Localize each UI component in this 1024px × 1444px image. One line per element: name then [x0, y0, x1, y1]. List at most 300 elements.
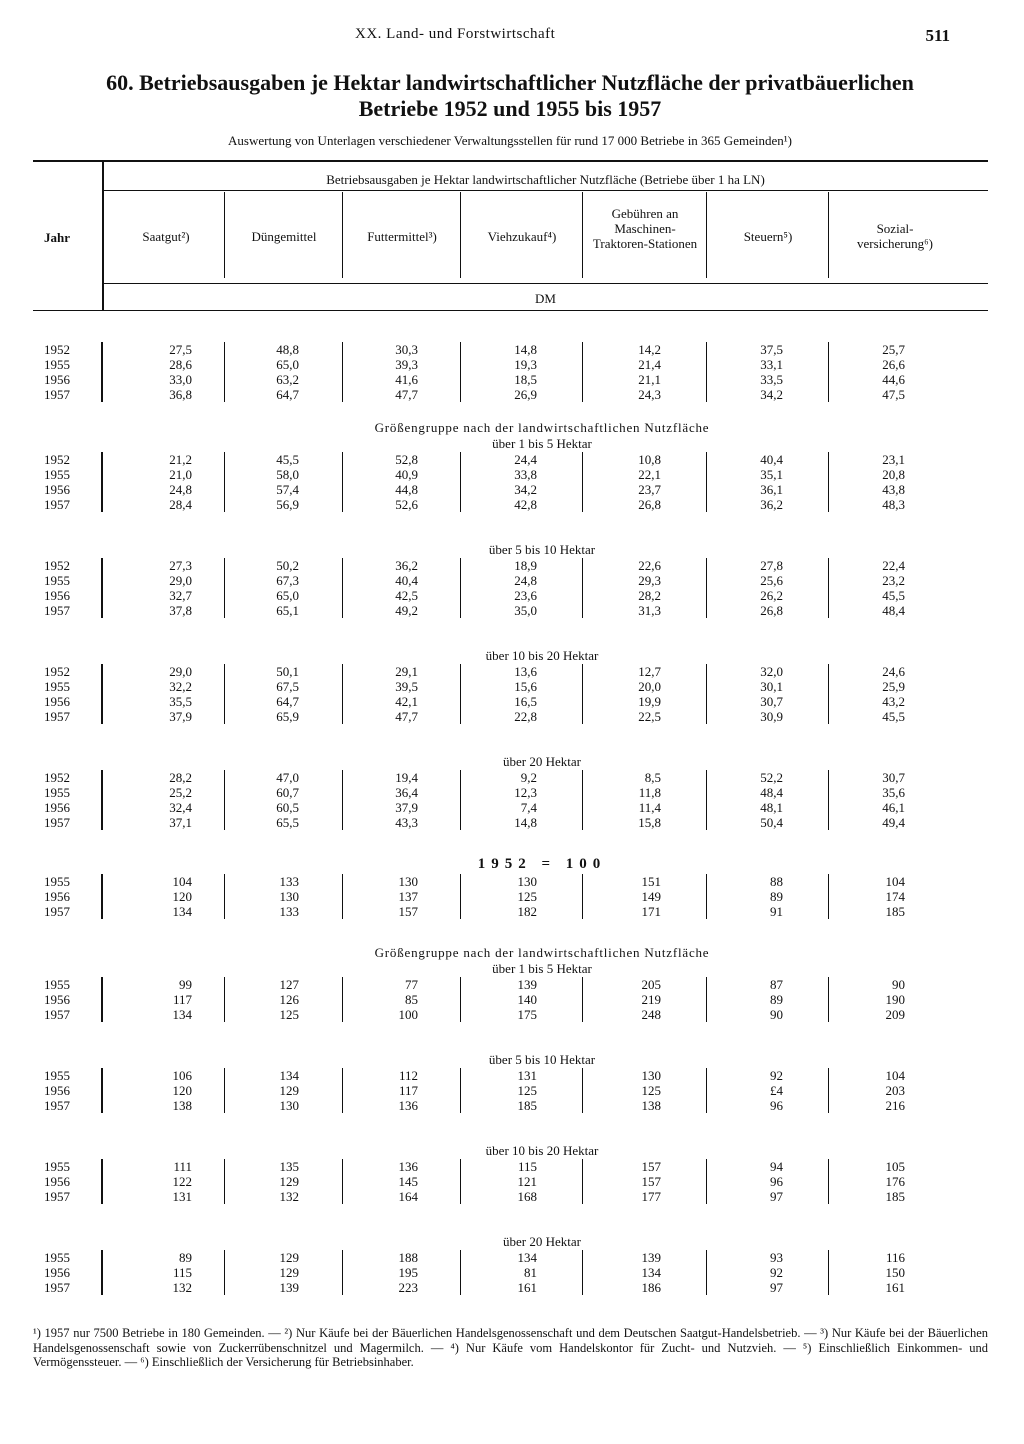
row-year: 1955 [44, 1250, 70, 1265]
table-cell: £4 [770, 1083, 783, 1098]
table-cell: 37,9 [169, 709, 192, 724]
table-block [0, 420, 1024, 512]
table-cell: 67,3 [276, 573, 299, 588]
table-cell: 129 [279, 1250, 299, 1265]
table-cell: 87 [770, 977, 783, 992]
table-cell: 63,2 [276, 372, 299, 387]
table-row [0, 1174, 1024, 1189]
row-group [0, 452, 1024, 512]
table-block [0, 342, 1024, 402]
table-cell: 26,8 [760, 603, 783, 618]
table-cell: 57,4 [276, 482, 299, 497]
table-cell: 185 [517, 1098, 537, 1113]
table-cell: 47,0 [276, 770, 299, 785]
table-subtitle: Auswertung von Unterlagen verschiedener Verwaltungsstellen für rund 17 000 Betriebe in 365 Gemeinden¹) [228, 133, 792, 148]
row-year: 1952 [44, 664, 70, 679]
table-cell: 203 [885, 1083, 905, 1098]
table-cell: 65,0 [276, 588, 299, 603]
table-cell: 99 [179, 977, 192, 992]
table-cell: 30,1 [760, 679, 783, 694]
table-row [0, 1189, 1024, 1204]
table-cell: 120 [172, 889, 192, 904]
table-cell: 8,5 [644, 770, 661, 785]
table-cell: 130 [398, 874, 418, 889]
table-cell: 171 [641, 904, 661, 919]
table-cell: 7,4 [520, 800, 537, 815]
row-year: 1956 [44, 1265, 70, 1280]
table-cell: 39,3 [395, 357, 418, 372]
table-cell: 136 [398, 1098, 418, 1113]
table-cell: 60,5 [276, 800, 299, 815]
table-cell: 50,1 [276, 664, 299, 679]
table-cell: 205 [641, 977, 661, 992]
table-row [0, 800, 1024, 815]
table-cell: 104 [885, 1068, 905, 1083]
table-cell: 40,4 [760, 452, 783, 467]
table-cell: 44,8 [395, 482, 418, 497]
row-group [0, 664, 1024, 724]
table-cell: 122 [172, 1174, 192, 1189]
table-cell: 22,1 [638, 467, 661, 482]
table-cell: 177 [641, 1189, 661, 1204]
table-cell: 81 [524, 1265, 537, 1280]
size-group-title: Größengruppe nach der landwirtschaftlichen Nutzfläche [374, 945, 710, 960]
table-cell: 145 [398, 1174, 418, 1189]
table-cell: 21,2 [169, 452, 192, 467]
table-cell: 28,2 [638, 588, 661, 603]
table-cell: 132 [172, 1280, 192, 1295]
table-cell: 44,6 [882, 372, 905, 387]
table-cell: 29,3 [638, 573, 661, 588]
size-class-title: über 20 Hektar [503, 1234, 581, 1249]
table-cell: 174 [885, 889, 905, 904]
table-row [0, 1250, 1024, 1265]
table-cell: 23,2 [882, 573, 905, 588]
table-cell: 138 [641, 1098, 661, 1113]
table-cell: 27,3 [169, 558, 192, 573]
table-cell: 27,5 [169, 342, 192, 357]
unit-label: DM [535, 291, 556, 306]
table-cell: 9,2 [520, 770, 537, 785]
table-cell: 115 [517, 1159, 537, 1174]
row-year: 1956 [44, 482, 70, 497]
table-cell: 22,5 [638, 709, 661, 724]
row-year: 1952 [44, 558, 70, 573]
table-cell: 32,0 [760, 664, 783, 679]
table-row [0, 1265, 1024, 1280]
table-cell: 33,1 [760, 357, 783, 372]
table-cell: 48,4 [760, 785, 783, 800]
table-row [0, 357, 1024, 372]
table-cell: 90 [892, 977, 905, 992]
column-header: Düngemittel [251, 228, 317, 244]
table-cell: 138 [172, 1098, 192, 1113]
row-year: 1957 [44, 1189, 70, 1204]
table-cell: 48,1 [760, 800, 783, 815]
column-header: Futtermittel³) [367, 228, 437, 244]
table-cell: 185 [885, 1189, 905, 1204]
table-cell: 134 [172, 904, 192, 919]
table-cell: 33,8 [514, 467, 537, 482]
table-cell: 85 [405, 992, 418, 1007]
row-year: 1957 [44, 1280, 70, 1295]
table-block [0, 754, 1024, 830]
table-cell: 10,8 [638, 452, 661, 467]
table-cell: 35,6 [882, 785, 905, 800]
table-cell: 21,4 [638, 357, 661, 372]
table-cell: 150 [885, 1265, 905, 1280]
table-cell: 11,8 [638, 785, 661, 800]
table-cell: 36,1 [760, 482, 783, 497]
table-cell: 25,7 [882, 342, 905, 357]
column-separator [582, 192, 583, 278]
table-cell: 35,5 [169, 694, 192, 709]
table-cell: 22,4 [882, 558, 905, 573]
row-year: 1957 [44, 603, 70, 618]
table-cell: 129 [279, 1083, 299, 1098]
table-cell: 28,4 [169, 497, 192, 512]
table-title-line-1: 60. Betriebsausgaben je Hektar landwirtschaftlicher Nutzfläche der privatbäuerlichen [106, 70, 914, 95]
table-cell: 67,5 [276, 679, 299, 694]
table-cell: 89 [770, 889, 783, 904]
table-cell: 36,2 [395, 558, 418, 573]
row-year: 1955 [44, 573, 70, 588]
size-class-title: über 10 bis 20 Hektar [485, 1143, 599, 1158]
table-cell: 139 [517, 977, 537, 992]
table-row [0, 904, 1024, 919]
table-cell: 116 [885, 1250, 905, 1265]
column-header: Saatgut²) [142, 228, 190, 244]
table-cell: 48,8 [276, 342, 299, 357]
running-head: XX. Land- und Forstwirtschaft [355, 26, 556, 42]
table-cell: 134 [279, 1068, 299, 1083]
table-cell: 65,5 [276, 815, 299, 830]
table-cell: 94 [770, 1159, 783, 1174]
footnotes: ¹) 1957 nur 7500 Betriebe in 180 Gemeinden. — ²) Nur Käufe bei der Bäuerlichen Handelsgenossenschaft und dem Deutschen Saatgut-Handelsbetrieb. — ³) Nur Käufe bei der Bäuerlichen Handelsgenossenschaft sowie von Zuckerrübenschnitzel und Magermilch. — ⁴) Nur Käufe vom Handelskontor für Zucht- und Nutzvieh. — ⁵) Einschließlich Einkommen- und Vermögenssteuer. — ⁶) Einschließlich der Versicherung für Betriebsinhaber. [33, 1326, 988, 1369]
table-cell: 12,3 [514, 785, 537, 800]
table-cell: 36,8 [169, 387, 192, 402]
table-row [0, 482, 1024, 497]
table-cell: 36,4 [395, 785, 418, 800]
table-row [0, 558, 1024, 573]
row-year: 1957 [44, 1098, 70, 1113]
table-cell: 49,2 [395, 603, 418, 618]
table-cell: 132 [279, 1189, 299, 1204]
column-separator [224, 192, 225, 278]
row-year: 1952 [44, 452, 70, 467]
size-class-title: über 1 bis 5 Hektar [492, 961, 592, 976]
row-year: 1955 [44, 357, 70, 372]
table-row [0, 573, 1024, 588]
table-cell: 120 [172, 1083, 192, 1098]
table-cell: 21,1 [638, 372, 661, 387]
table-cell: 97 [770, 1189, 783, 1204]
table-cell: 33,0 [169, 372, 192, 387]
table-row [0, 664, 1024, 679]
table-row [0, 770, 1024, 785]
row-group [0, 1068, 1024, 1113]
table-cell: 42,1 [395, 694, 418, 709]
span-header-rule [104, 190, 988, 191]
row-year: 1956 [44, 992, 70, 1007]
table-cell: 130 [517, 874, 537, 889]
table-cell: 104 [172, 874, 192, 889]
row-group [0, 977, 1024, 1022]
table-cell: 157 [398, 904, 418, 919]
table-cell: 43,8 [882, 482, 905, 497]
table-cell: 125 [517, 1083, 537, 1098]
table-row [0, 785, 1024, 800]
table-cell: 30,7 [882, 770, 905, 785]
table-cell: 117 [172, 992, 192, 1007]
table-cell: 24,4 [514, 452, 537, 467]
table-cell: 20,0 [638, 679, 661, 694]
table-cell: 115 [172, 1265, 192, 1280]
table-cell: 60,7 [276, 785, 299, 800]
table-cell: 136 [398, 1159, 418, 1174]
table-cell: 130 [279, 889, 299, 904]
table-cell: 134 [517, 1250, 537, 1265]
table-row [0, 694, 1024, 709]
table-cell: 164 [398, 1189, 418, 1204]
table-row [0, 709, 1024, 724]
table-cell: 46,1 [882, 800, 905, 815]
table-cell: 30,7 [760, 694, 783, 709]
table-row [0, 1280, 1024, 1295]
table-cell: 37,5 [760, 342, 783, 357]
table-cell: 182 [517, 904, 537, 919]
column-header: Gebühren an Maschinen-Traktoren-Stationen [592, 206, 698, 251]
table-cell: 22,8 [514, 709, 537, 724]
table-cell: 41,6 [395, 372, 418, 387]
table-cell: 42,8 [514, 497, 537, 512]
table-cell: 23,1 [882, 452, 905, 467]
table-cell: 18,9 [514, 558, 537, 573]
table-cell: 36,2 [760, 497, 783, 512]
table-cell: 19,4 [395, 770, 418, 785]
table-cell: 49,4 [882, 815, 905, 830]
table-cell: 56,9 [276, 497, 299, 512]
row-year: 1956 [44, 889, 70, 904]
table-row [0, 815, 1024, 830]
row-year: 1957 [44, 815, 70, 830]
table-cell: 161 [885, 1280, 905, 1295]
table-cell: 149 [641, 889, 661, 904]
table-cell: 25,6 [760, 573, 783, 588]
table-cell: 130 [641, 1068, 661, 1083]
table-cell: 16,5 [514, 694, 537, 709]
table-cell: 129 [279, 1265, 299, 1280]
row-year: 1952 [44, 342, 70, 357]
table-row [0, 889, 1024, 904]
table-block [0, 1143, 1024, 1204]
table-cell: 151 [641, 874, 661, 889]
row-year: 1956 [44, 800, 70, 815]
table-cell: 19,9 [638, 694, 661, 709]
table-cell: 32,7 [169, 588, 192, 603]
table-cell: 65,9 [276, 709, 299, 724]
table-cell: 11,4 [638, 800, 661, 815]
table-top-rule [33, 160, 988, 162]
table-row [0, 497, 1024, 512]
table-cell: 50,2 [276, 558, 299, 573]
table-cell: 186 [641, 1280, 661, 1295]
table-cell: 157 [641, 1159, 661, 1174]
table-cell: 96 [770, 1174, 783, 1189]
table-cell: 90 [770, 1007, 783, 1022]
index-base-title: 1952 = 100 [477, 856, 607, 872]
table-cell: 14,8 [514, 342, 537, 357]
table-cell: 26,9 [514, 387, 537, 402]
table-cell: 52,6 [395, 497, 418, 512]
column-separator [706, 192, 707, 278]
table-cell: 50,4 [760, 815, 783, 830]
table-cell: 195 [398, 1265, 418, 1280]
table-cell: 28,6 [169, 357, 192, 372]
table-cell: 190 [885, 992, 905, 1007]
table-cell: 185 [885, 904, 905, 919]
row-year: 1956 [44, 1083, 70, 1098]
table-cell: 131 [172, 1189, 192, 1204]
table-cell: 105 [885, 1159, 905, 1174]
table-cell: 33,5 [760, 372, 783, 387]
table-cell: 140 [517, 992, 537, 1007]
year-column-header: Jahr [44, 230, 70, 245]
column-header: Sozial-versicherung⁶) [856, 221, 933, 251]
row-year: 1956 [44, 1174, 70, 1189]
table-row [0, 467, 1024, 482]
table-cell: 21,0 [169, 467, 192, 482]
table-cell: 47,7 [395, 387, 418, 402]
size-group-title: Größengruppe nach der landwirtschaftlichen Nutzfläche [374, 420, 710, 435]
table-cell: 126 [279, 992, 299, 1007]
table-cell: 130 [279, 1098, 299, 1113]
table-row [0, 1159, 1024, 1174]
table-cell: 30,3 [395, 342, 418, 357]
table-cell: 125 [641, 1083, 661, 1098]
table-cell: 111 [173, 1159, 192, 1174]
size-class-title: über 10 bis 20 Hektar [485, 648, 599, 663]
table-cell: 37,1 [169, 815, 192, 830]
table-row [0, 679, 1024, 694]
table-cell: 139 [641, 1250, 661, 1265]
table-cell: 65,0 [276, 357, 299, 372]
table-cell: 48,4 [882, 603, 905, 618]
row-year: 1955 [44, 977, 70, 992]
table-cell: 22,6 [638, 558, 661, 573]
table-cell: 133 [279, 904, 299, 919]
row-group [0, 1250, 1024, 1295]
table-cell: 23,7 [638, 482, 661, 497]
table-cell: 209 [885, 1007, 905, 1022]
table-cell: 30,9 [760, 709, 783, 724]
table-cell: 92 [770, 1068, 783, 1083]
table-cell: 223 [398, 1280, 418, 1295]
table-cell: 12,7 [638, 664, 661, 679]
table-row [0, 1098, 1024, 1113]
column-separator [460, 192, 461, 278]
row-group [0, 558, 1024, 618]
page-number: 511 [925, 26, 950, 45]
table-cell: 47,7 [395, 709, 418, 724]
table-cell: 134 [172, 1007, 192, 1022]
table-cell: 26,6 [882, 357, 905, 372]
table-cell: 121 [517, 1174, 537, 1189]
table-cell: 18,5 [514, 372, 537, 387]
table-cell: 125 [517, 889, 537, 904]
row-year: 1955 [44, 874, 70, 889]
row-year: 1955 [44, 785, 70, 800]
table-cell: 32,2 [169, 679, 192, 694]
row-year: 1955 [44, 679, 70, 694]
table-row [0, 992, 1024, 1007]
table-cell: 42,5 [395, 588, 418, 603]
table-cell: 28,2 [169, 770, 192, 785]
table-row [0, 372, 1024, 387]
table-cell: 31,3 [638, 603, 661, 618]
table-cell: 24,6 [882, 664, 905, 679]
table-cell: 26,2 [760, 588, 783, 603]
row-year: 1957 [44, 1007, 70, 1022]
table-cell: 97 [770, 1280, 783, 1295]
table-cell: 176 [885, 1174, 905, 1189]
table-cell: 93 [770, 1250, 783, 1265]
row-year: 1957 [44, 709, 70, 724]
table-cell: 39,5 [395, 679, 418, 694]
table-cell: 32,4 [169, 800, 192, 815]
table-cell: 134 [641, 1265, 661, 1280]
table-cell: 40,9 [395, 467, 418, 482]
row-group [0, 770, 1024, 830]
table-cell: 100 [398, 1007, 418, 1022]
row-year: 1957 [44, 387, 70, 402]
table-cell: 37,8 [169, 603, 192, 618]
table-cell: 135 [279, 1159, 299, 1174]
header-bottom-rule [33, 310, 988, 311]
table-row [0, 1068, 1024, 1083]
table-cell: 88 [770, 874, 783, 889]
row-year: 1956 [44, 588, 70, 603]
year-column-rule [102, 160, 104, 310]
table-cell: 127 [279, 977, 299, 992]
table-cell: 34,2 [514, 482, 537, 497]
table-cell: 25,2 [169, 785, 192, 800]
column-separator [342, 192, 343, 278]
table-cell: 29,0 [169, 573, 192, 588]
table-cell: 45,5 [882, 709, 905, 724]
table-row [0, 603, 1024, 618]
table-cell: 37,9 [395, 800, 418, 815]
table-cell: 24,3 [638, 387, 661, 402]
table-cell: 29,1 [395, 664, 418, 679]
table-cell: 248 [641, 1007, 661, 1022]
table-cell: 175 [517, 1007, 537, 1022]
table-cell: 15,6 [514, 679, 537, 694]
row-year: 1957 [44, 497, 70, 512]
table-cell: 45,5 [276, 452, 299, 467]
table-cell: 188 [398, 1250, 418, 1265]
table-cell: 216 [885, 1098, 905, 1113]
row-group [0, 1159, 1024, 1204]
size-class-title: über 5 bis 10 Hektar [488, 542, 596, 557]
table-block [0, 542, 1024, 618]
table-cell: 45,5 [882, 588, 905, 603]
row-year: 1957 [44, 904, 70, 919]
row-year: 1952 [44, 770, 70, 785]
table-cell: 43,2 [882, 694, 905, 709]
table-block [0, 945, 1024, 1022]
table-cell: 52,8 [395, 452, 418, 467]
